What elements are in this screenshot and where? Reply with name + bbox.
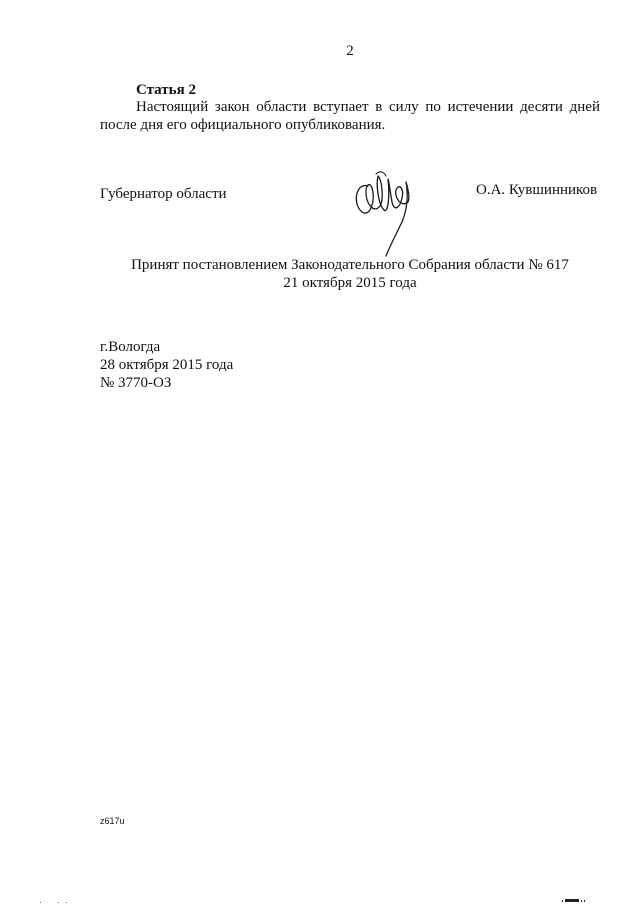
page-number: 2: [346, 43, 354, 59]
signatory-name: О.А. Кувшинников: [476, 182, 598, 198]
scan-marker: [562, 899, 588, 903]
place-date: 28 октября 2015 года: [100, 357, 234, 373]
place-block: [100, 338, 233, 392]
scan-dots: [40, 901, 70, 904]
place-city: г.Вологда: [100, 339, 161, 355]
signatory-position: Губернатор области: [100, 186, 227, 202]
handwritten-signature: [346, 160, 422, 260]
adoption-line: Принят постановлением Законодательного Собрания области № 617: [131, 257, 569, 273]
adoption-date: 21 октября 2015 года: [283, 275, 417, 291]
article-body: Настоящий закон области вступает в силу по истечении десяти дней после дня его официального опубликования.: [100, 99, 600, 133]
law-number: № 3770-ОЗ: [100, 375, 172, 391]
document-code: z617u: [100, 816, 125, 826]
article-title: Статья 2: [136, 82, 196, 98]
